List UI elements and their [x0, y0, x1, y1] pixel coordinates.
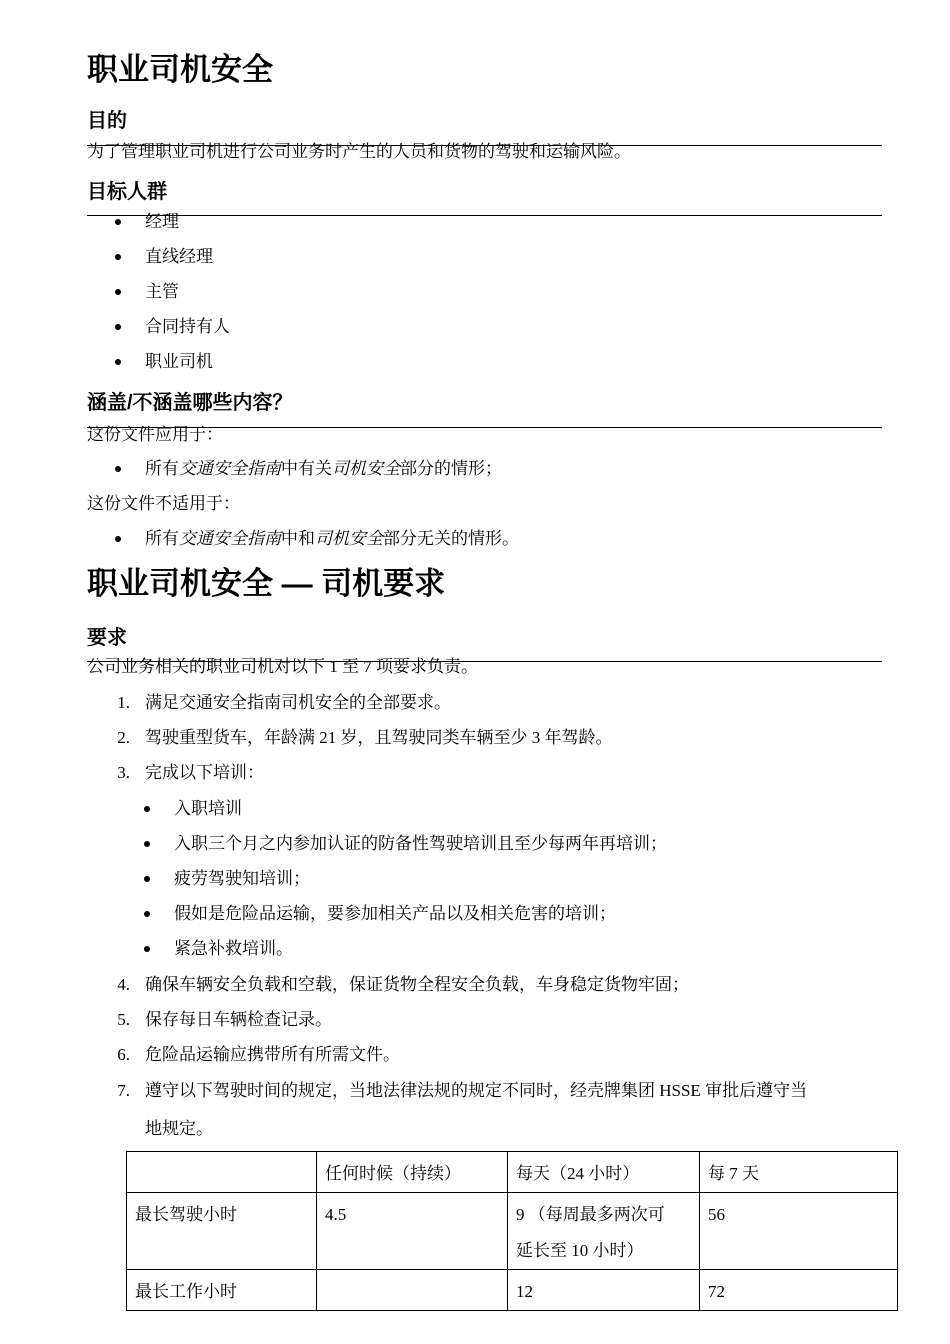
table-cell: 72: [700, 1270, 898, 1311]
bullet-icon: [115, 466, 121, 472]
item-number: 3.: [117, 763, 130, 782]
list-item: 驾驶重型货车，年龄满 21 岁，且驾驶同类车辆至少 3 年驾龄。: [145, 728, 613, 747]
cell-line: 延长至 10 小时）: [516, 1241, 644, 1260]
item-number: 1.: [117, 693, 130, 712]
bullet-icon: [144, 876, 150, 882]
list-item: 主管: [145, 282, 179, 301]
table-header-cell: 每 7 天: [700, 1152, 898, 1193]
list-item: 合同持有人: [145, 317, 230, 336]
heading-rule: [87, 215, 882, 216]
applies-label: 这份文件应用于：: [87, 425, 223, 444]
requirements-intro: 公司业务相关的职业司机对以下 1 至 7 项要求负责。: [87, 657, 478, 676]
list-item: 入职培训: [174, 799, 242, 818]
table-header-cell: 任何时候（持续）: [317, 1152, 508, 1193]
table-row: [127, 1193, 898, 1270]
list-item: 完成以下培训：: [145, 763, 264, 782]
section-title: 职业司机安全 — 司机要求: [87, 566, 446, 601]
list-item: 假如是危险品运输，要参加相关产品以及相关危害的培训；: [174, 904, 616, 923]
section-title: 职业司机安全: [87, 52, 273, 87]
bullet-icon: [144, 806, 150, 812]
table-header-cell: 每天（24 小时）: [508, 1152, 700, 1193]
list-item: 职业司机: [145, 352, 213, 371]
list-item: 入职三个月之内参加认证的防备性驾驶培训且至少每两年再培训；: [174, 834, 667, 853]
purpose-text: 为了管理职业司机进行公司业务时产生的人员和货物的驾驶和运输风险。: [87, 142, 631, 161]
table-cell: 56: [700, 1193, 898, 1270]
list-item: 危险品运输应携带所有所需文件。: [145, 1045, 400, 1064]
driving-hours-table: [126, 1151, 898, 1311]
item-number: 5.: [117, 1010, 130, 1029]
list-item: 满足交通安全指南司机安全的全部要求。: [145, 693, 451, 712]
purpose-heading: 目的: [87, 110, 127, 132]
list-item: 经理: [145, 212, 179, 231]
list-item: 紧急补救培训。: [174, 939, 293, 958]
applies-item: 所有交通安全指南中有关司机安全部分的情形；: [145, 459, 502, 478]
table-cell: 4.5: [317, 1193, 508, 1270]
table-row-label: 最长工作小时: [127, 1270, 317, 1311]
target-heading: 目标人群: [87, 181, 167, 203]
list-item: 遵守以下驾驶时间的规定，当地法律法规的规定不同时，经壳牌集团 HSSE 审批后遵守当: [145, 1081, 808, 1100]
not-applies-item: 所有交通安全指南中和司机安全部分无关的情形。: [145, 529, 519, 548]
bullet-icon: [144, 911, 150, 917]
not-applies-label: 这份文件不适用于：: [87, 494, 240, 513]
list-item: 确保车辆安全负载和空载，保证货物全程安全负载，车身稳定货物牢固；: [145, 975, 689, 994]
bullet-icon: [115, 219, 121, 225]
item-number: 4.: [117, 975, 130, 994]
item-number: 2.: [117, 728, 130, 747]
bullet-icon: [115, 359, 121, 365]
table-cell: [317, 1270, 508, 1311]
list-item: 直线经理: [145, 247, 213, 266]
table-row: [127, 1270, 898, 1311]
item-number: 6.: [117, 1045, 130, 1064]
list-item: 保存每日车辆检查记录。: [145, 1010, 332, 1029]
list-item: 疲劳驾驶知培训；: [174, 869, 310, 888]
list-item-continued: 地规定。: [145, 1119, 213, 1138]
table-row-label: 最长驾驶小时: [127, 1193, 317, 1270]
bullet-icon: [144, 841, 150, 847]
table-cell: [508, 1193, 700, 1270]
bullet-icon: [115, 289, 121, 295]
table-cell: [127, 1152, 317, 1193]
table-header-row: [127, 1152, 898, 1193]
scope-heading: 涵盖/不涵盖哪些内容？: [87, 392, 293, 414]
requirements-heading: 要求: [87, 627, 127, 649]
cell-line: 9 （每周最多两次可: [516, 1205, 665, 1224]
item-number: 7.: [117, 1081, 130, 1100]
bullet-icon: [115, 536, 121, 542]
bullet-icon: [115, 254, 121, 260]
bullet-icon: [144, 946, 150, 952]
table-cell: 12: [508, 1270, 700, 1311]
bullet-icon: [115, 324, 121, 330]
